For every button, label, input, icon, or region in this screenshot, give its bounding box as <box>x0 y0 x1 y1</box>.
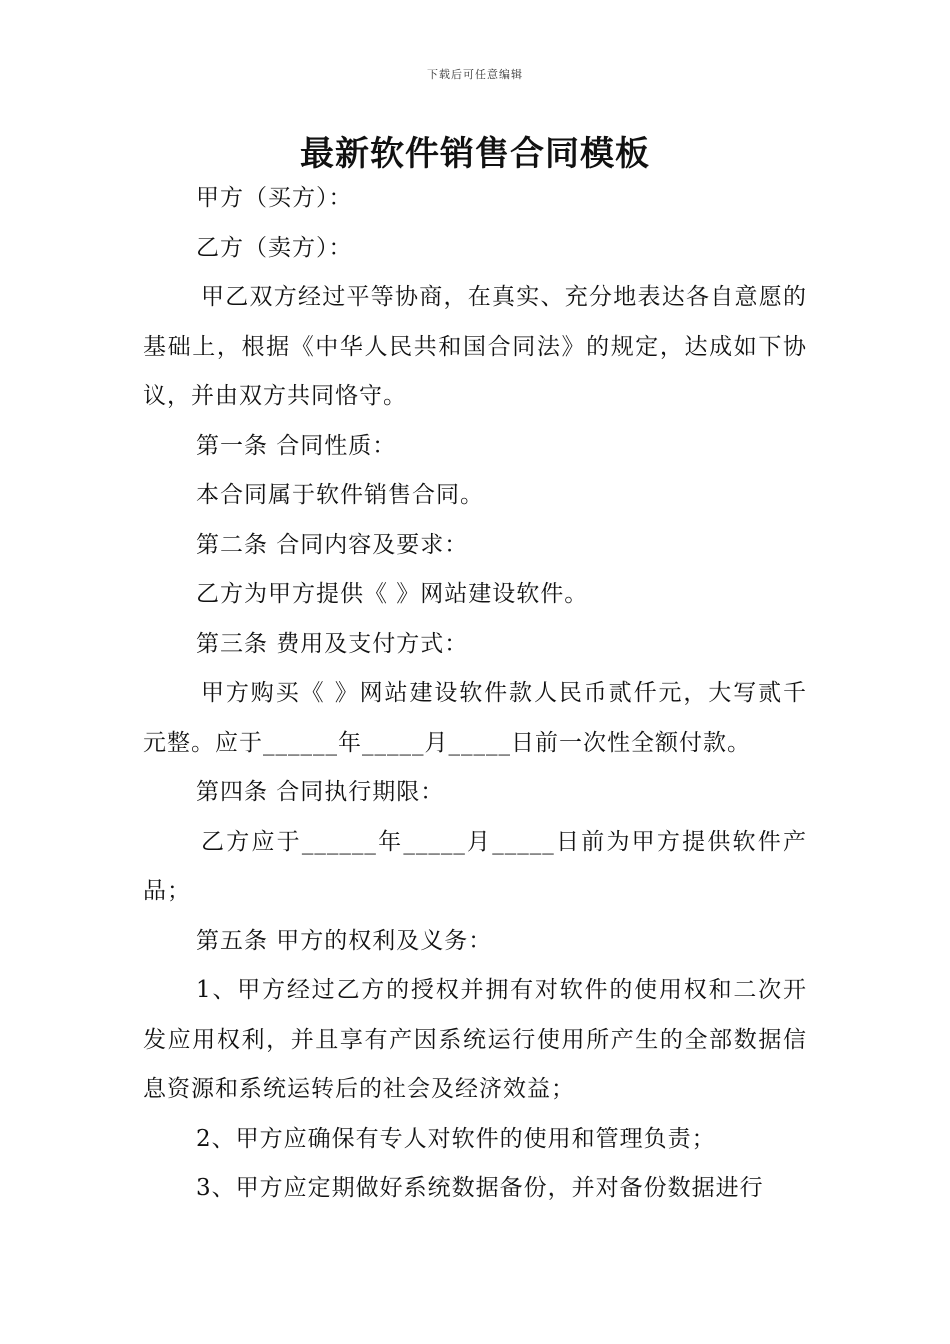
article-4-text: 乙方应于______年_____月_____日前为甲方提供软件产品； <box>143 828 807 904</box>
article-5-item-3: 3、甲方应定期做好系统数据备份，并对备份数据进行 <box>196 1175 764 1201</box>
article-5-item-1: 1、甲方经过乙方的授权并拥有对软件的使用权和二次开发应用权利，并且享有产因系统运行使用所产生的全部数据信息资源和系统运转后的社会及经济效益； <box>143 977 807 1102</box>
article-5-heading: 第五条 甲方的权利及义务： <box>196 927 493 954</box>
document-title: 最新软件销售合同模板 <box>300 134 650 174</box>
party-a-line: 甲方（买方）： <box>196 185 353 211</box>
article-1-text: 本合同属于软件销售合同。 <box>196 482 484 508</box>
article-2-heading: 第二条 合同内容及要求： <box>196 531 469 558</box>
preamble-paragraph: 甲乙双方经过平等协商，在真实、充分地表达各自意愿的基础上，根据《中华人民共和国合同法》的规定，达成如下协议，并由双方共同恪守。 <box>143 284 807 409</box>
article-3-text: 甲方购买《 》网站建设软件款人民币贰仟元，大写贰千元整。应于______年_____月_____日前一次性全额付款。 <box>143 680 807 756</box>
party-b-line: 乙方（卖方）： <box>196 234 353 261</box>
header-note: 下载后可任意编辑 <box>427 68 523 81</box>
document-body <box>143 174 807 1214</box>
article-2-text: 乙方为甲方提供《 》网站建设软件。 <box>196 581 589 607</box>
article-1-heading: 第一条 合同性质： <box>196 432 397 459</box>
article-3-heading: 第三条 费用及支付方式： <box>196 630 469 657</box>
article-4-heading: 第四条 合同执行期限： <box>196 779 445 805</box>
article-5-item-2: 2、甲方应确保有专人对软件的使用和管理负责； <box>196 1125 716 1152</box>
